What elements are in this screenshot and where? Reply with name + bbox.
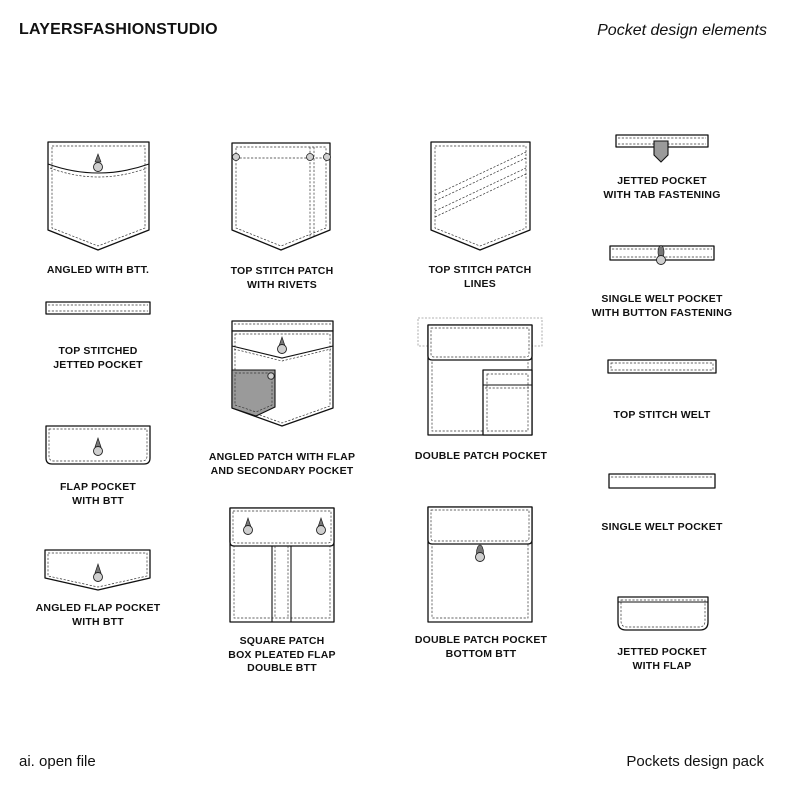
- top-stitched-jetted-drawing: [46, 302, 150, 314]
- caption-jetted-flap: JETTED POCKET WITH FLAP: [617, 646, 707, 672]
- caption-double-patch: DOUBLE PATCH POCKET: [414, 450, 548, 462]
- brand-title: LAYERSFASHIONSTUDIO: [19, 21, 218, 38]
- square-patch-box-drawing: [230, 508, 334, 622]
- rivets-pocket-drawing: [232, 143, 331, 250]
- caption-single-welt-button: SINGLE WELT POCKET WITH BUTTON FASTENING: [591, 293, 733, 319]
- single-welt-drawing: [609, 474, 715, 488]
- stitch-lines-pocket-drawing: [431, 142, 530, 250]
- double-patch-bottom-drawing: [428, 507, 532, 622]
- angled-patch-secondary-drawing: [232, 321, 333, 426]
- footer-pack-name: Pockets design pack: [626, 753, 764, 770]
- caption-angled-btt: ANGLED WITH BTT.: [46, 264, 150, 276]
- caption-square-patch-box: SQUARE PATCH BOX PLEATED FLAP DOUBLE BTT: [228, 635, 336, 674]
- caption-double-patch-bottom: DOUBLE PATCH POCKET BOTTOM BTT: [414, 634, 548, 660]
- caption-angled-flap-btt: ANGLED FLAP POCKET WITH BTT: [35, 602, 161, 628]
- caption-flap-btt: FLAP POCKET WITH BTT: [59, 481, 137, 507]
- jetted-tab-drawing: [616, 135, 708, 162]
- caption-jetted-tab: JETTED POCKET WITH TAB FASTENING: [603, 175, 721, 201]
- caption-single-welt: SINGLE WELT POCKET: [601, 521, 723, 533]
- caption-top-stitch-lines: TOP STITCH PATCH LINES: [428, 264, 532, 290]
- double-patch-drawing: [418, 318, 542, 435]
- caption-angled-patch-secondary: ANGLED PATCH WITH FLAP AND SECONDARY POCKET: [208, 451, 356, 477]
- caption-top-stitched-jetted: TOP STITCHED JETTED POCKET: [53, 345, 143, 371]
- caption-top-stitch-welt: TOP STITCH WELT: [613, 409, 711, 421]
- jetted-flap-drawing: [618, 597, 708, 630]
- top-stitch-welt-drawing: [608, 360, 716, 373]
- caption-top-stitch-rivets: TOP STITCH PATCH WITH RIVETS: [230, 265, 334, 291]
- flap-btt-drawing: [46, 426, 150, 464]
- page-subtitle: Pocket design elements: [597, 22, 767, 39]
- angled-btt-pocket-drawing: [48, 142, 149, 250]
- footer-file-type: ai. open file: [19, 753, 96, 770]
- angled-flap-btt-drawing: [45, 550, 150, 590]
- single-welt-button-drawing: [610, 246, 714, 265]
